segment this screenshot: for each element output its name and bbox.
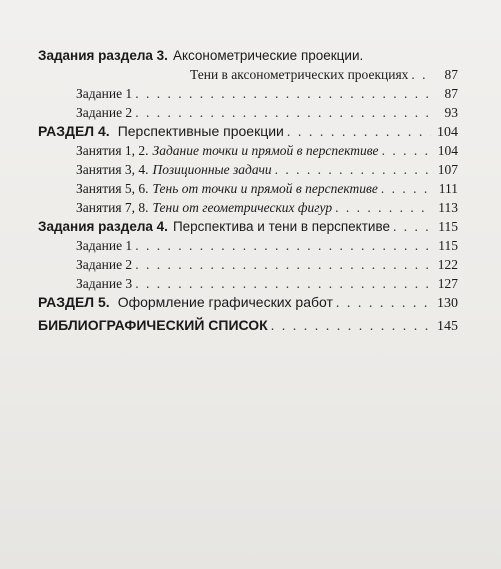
toc-entry-title: Задание точки и прямой в перспективе — [152, 143, 379, 158]
toc-entry-label: РАЗДЕЛ 5. — [38, 294, 110, 310]
toc-page-number: 115 — [438, 219, 458, 234]
toc-entry-title: Перспектива и тени в перспективе — [172, 219, 390, 234]
toc-entry-label: Занятия 7, 8. — [76, 200, 149, 215]
toc-entry — [38, 46, 458, 65]
toc-page-number: 107 — [437, 162, 458, 177]
toc-leader-dots — [135, 274, 431, 293]
toc-entry-label: Задание 2 — [76, 257, 133, 272]
toc-page-number: 87 — [444, 67, 458, 82]
toc-page-number: 93 — [444, 105, 458, 120]
toc-entry-label: Задания раздела 4. — [38, 219, 168, 234]
toc-entry — [38, 122, 458, 141]
toc-entry — [38, 141, 458, 160]
toc-entry — [38, 255, 458, 274]
toc-page-number: 104 — [437, 143, 458, 158]
toc-entry — [38, 179, 458, 198]
toc-page-number: 111 — [438, 181, 458, 196]
table-of-contents — [38, 46, 458, 335]
toc-entry-label: РАЗДЕЛ 4. — [38, 123, 110, 139]
toc-entry-label: Задание 3 — [76, 276, 133, 291]
toc-entry-title: Перспективные проекции — [117, 123, 284, 139]
toc-page-number: 130 — [437, 296, 458, 311]
toc-leader-dots — [135, 84, 431, 103]
toc-entry-label: Задание 1 — [76, 86, 133, 101]
toc-entry — [38, 236, 458, 255]
toc-entry-title: Оформление графических работ — [117, 294, 333, 310]
toc-entry — [38, 198, 458, 217]
toc-leader-dots — [381, 179, 431, 198]
toc-entry — [38, 217, 458, 236]
toc-page-number: 115 — [438, 238, 458, 253]
toc-entry — [38, 316, 458, 335]
toc-page-number: 113 — [438, 200, 458, 215]
toc-entry-title: Аксонометрические проекции. — [172, 48, 364, 63]
toc-entry-label: Занятия 3, 4. — [76, 162, 149, 177]
toc-entry-title: Тени от геометрических фигур — [152, 200, 333, 215]
toc-entry — [38, 293, 458, 312]
toc-leader-dots — [411, 65, 431, 84]
toc-page-number: 122 — [437, 257, 458, 272]
toc-entry-label: Занятия 5, 6. — [76, 181, 149, 196]
toc-page-number: 145 — [437, 319, 458, 334]
toc-page-number: 127 — [437, 276, 458, 291]
toc-page-number: 87 — [444, 86, 458, 101]
toc-entry-label: Задания раздела 3. — [38, 48, 168, 63]
toc-leader-dots — [135, 255, 431, 274]
toc-entry-label: Задание 2 — [76, 105, 133, 120]
toc-entry — [38, 84, 458, 103]
toc-entry-label: Задание 1 — [76, 238, 133, 253]
toc-leader-dots — [275, 160, 431, 179]
toc-page-number: 104 — [437, 125, 458, 140]
toc-entry-title: Тени в аксонометрических проекциях — [190, 67, 409, 82]
toc-entry — [38, 65, 458, 84]
toc-entry-title: Позиционные задачи — [152, 162, 272, 177]
toc-entry-label: БИБЛИОГРАФИЧЕСКИЙ СПИСОК — [38, 317, 268, 333]
toc-leader-dots — [135, 236, 431, 255]
toc-leader-dots — [335, 198, 431, 217]
toc-leader-dots — [382, 141, 431, 160]
toc-entry — [38, 103, 458, 122]
toc-entry-title: Тень от точки и прямой в перспективе — [152, 181, 378, 196]
toc-leader-dots — [271, 317, 431, 336]
toc-entry-label: Занятия 1, 2. — [76, 143, 149, 158]
toc-entry — [38, 160, 458, 179]
toc-leader-dots — [336, 294, 431, 313]
toc-leader-dots — [135, 103, 431, 122]
toc-entry — [38, 274, 458, 293]
toc-leader-dots — [287, 123, 431, 142]
toc-leader-dots — [393, 217, 431, 236]
